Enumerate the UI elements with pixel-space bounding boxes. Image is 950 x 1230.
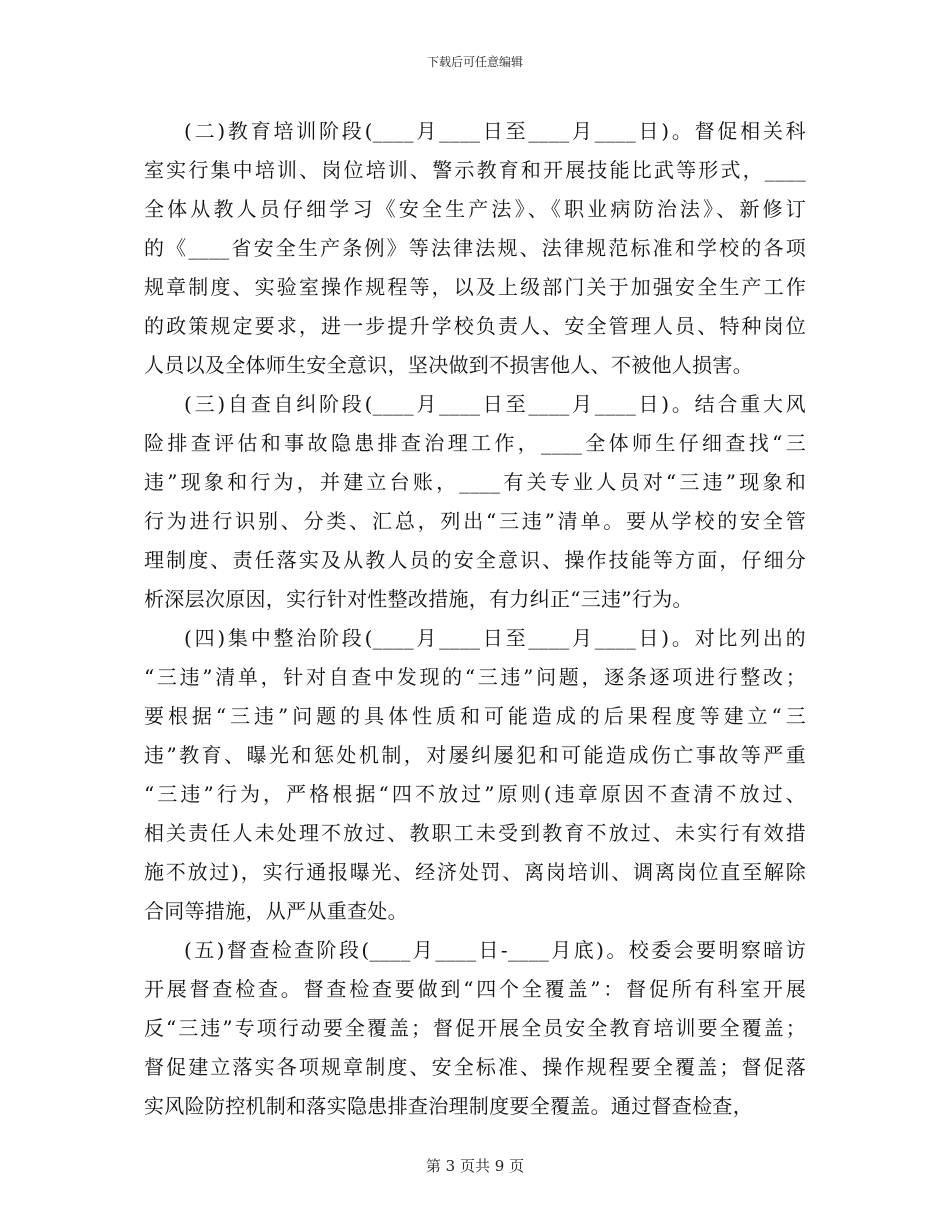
text-line: 析深层次原因，实行针对性整改措施，有力纠正“三违”行为。 [144, 587, 693, 611]
text-line: (四)集中整治阶段(____月____日至____月____日)。对比列出的 [184, 626, 806, 650]
text-line: 实风险防控机制和落实隐患排查治理制度要全覆盖。通过督查检查， [144, 1094, 753, 1118]
page-header: 下载后可任意编辑 [426, 55, 523, 69]
paragraph-education-training [144, 112, 806, 385]
text-line: 险排查评估和事故隐患排查治理工作，____全体师生仔细查找“三 [144, 431, 806, 455]
text-line: 要根据“三违”问题的具体性质和可能造成的后果程度等建立“三 [144, 704, 806, 728]
text-line: 违”现象和行为，并建立台账，____有关专业人员对“三违”现象和 [144, 470, 806, 494]
paragraph-rectification [144, 619, 806, 931]
text-line: (二)教育培训阶段(____月____日至____月____日)。督促相关科 [184, 119, 806, 143]
text-line: 全体从教人员仔细学习《安全生产法》、《职业病防治法》、新修订 [144, 197, 806, 221]
paragraph-self-inspection [144, 385, 806, 619]
text-line: 人员以及全体师生安全意识，坚决做到不损害他人、不被他人损害。 [144, 353, 753, 377]
text-line: 督促建立落实各项规章制度、安全标准、操作规程要全覆盖；督促落 [144, 1055, 806, 1079]
text-line: 开展督查检查。督查检查要做到“四个全覆盖”：督促所有科室开展 [144, 977, 806, 1001]
text-line: 行为进行识别、分类、汇总，列出“三违”清单。要从学校的安全管 [144, 509, 806, 533]
text-line: 的《____省安全生产条例》等法律法规、法律规范标准和学校的各项 [144, 236, 806, 260]
text-line: 相关责任人未处理不放过、教职工未受到教育不放过、未实行有效措 [144, 821, 806, 845]
text-line: 的政策规定要求，进一步提升学校负责人、安全管理人员、特种岗位 [144, 314, 806, 338]
text-line: 反“三违”专项行动要全覆盖；督促开展全员安全教育培训要全覆盖； [144, 1016, 806, 1040]
text-line: “三违”清单，针对自查中发现的“三违”问题，逐条逐项进行整改； [144, 665, 806, 689]
text-line: 施不放过)，实行通报曝光、经济处罚、离岗培训、调离岗位直至解除 [144, 860, 806, 884]
text-line: 违”教育、曝光和惩处机制，对屡纠屡犯和可能造成伤亡事故等严重 [144, 743, 806, 767]
text-line: 规章制度、实验室操作规程等，以及上级部门关于加强安全生产工作 [144, 275, 806, 299]
text-line: 室实行集中培训、岗位培训、警示教育和开展技能比武等形式，____ [144, 158, 806, 182]
text-line: “三违”行为，严格根据“四不放过”原则(违章原因不查清不放过、 [144, 782, 806, 806]
text-line: 理制度、责任落实及从教人员的安全意识、操作技能等方面，仔细分 [144, 548, 806, 572]
page-footer: 第 3 页共 9 页 [425, 1157, 525, 1175]
text-line: 合同等措施，从严从重查处。 [144, 899, 408, 923]
paragraph-supervision [144, 931, 806, 1126]
text-line: (五)督查检查阶段(____月____日-____月底)。校委会要明察暗访 [184, 938, 806, 962]
document-body [144, 112, 806, 1126]
text-line: (三)自查自纠阶段(____月____日至____月____日)。结合重大风 [184, 392, 806, 416]
